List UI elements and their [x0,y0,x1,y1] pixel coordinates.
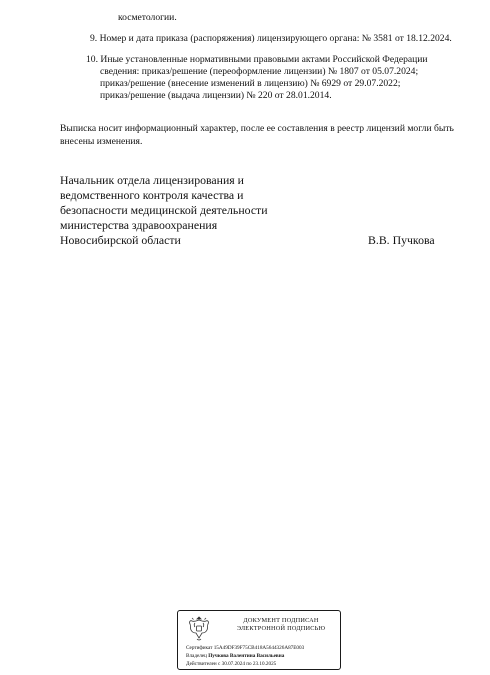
stamp-certificate: Сертификат 15A49DF39F75CB418A5644326A87E003 [186,645,305,651]
signatory-title-line-3: безопасности медицинской деятельности [60,203,268,217]
stamp-title-line-1: ДОКУМЕНТ ПОДПИСАН [243,617,319,624]
stamp-owner-label: Владелец [186,653,209,659]
disclaimer-line-2: внесены изменения. [60,136,143,147]
signatory-title-line-2: ведомственного контроля качества и [60,188,244,202]
item-10-line-4: приказ/решение (выдача лицензии) № 220 от 28.01.2014. [100,90,332,101]
stamp-title [226,617,336,633]
text-line-cosmetology: косметологии. [118,12,177,23]
coat-of-arms-icon [186,614,212,644]
electronic-signature-stamp [177,610,341,670]
signatory-title-line-4: министерства здравоохранения [60,218,218,232]
item-10-line-2: сведения: приказ/решение (переоформление лицензии) № 1807 от 05.07.2024; [100,66,419,77]
stamp-owner [186,653,284,660]
signatory-title-line-1: Начальник отдела лицензирования и [60,173,244,187]
item-9: 9. Номер и дата приказа (распоряжения) лицензирующего органа: № 3581 от 18.12.2024. [90,33,452,44]
signatory-name: В.В. Пучкова [368,233,435,247]
stamp-owner-name: Пучкова Валентина Васильевна [208,653,285,659]
disclaimer-line-1: Выписка носит информационный характер, после ее составления в реестр лицензий могли быть [60,123,454,134]
stamp-title-line-2: ЭЛЕКТРОННОЙ ПОДПИСЬЮ [236,625,326,632]
signatory-title-line-5: Новосибирской области [60,233,181,247]
stamp-validity: Действителен с 30.07.2024 по 23.10.2025 [186,661,277,667]
item-10-line-3: приказ/решение (внесение изменений в лицензию) № 6929 от 29.07.2022; [100,78,401,89]
item-10-line-1: 10. Иные установленные нормативными правовыми актами Российской Федерации [86,54,428,65]
